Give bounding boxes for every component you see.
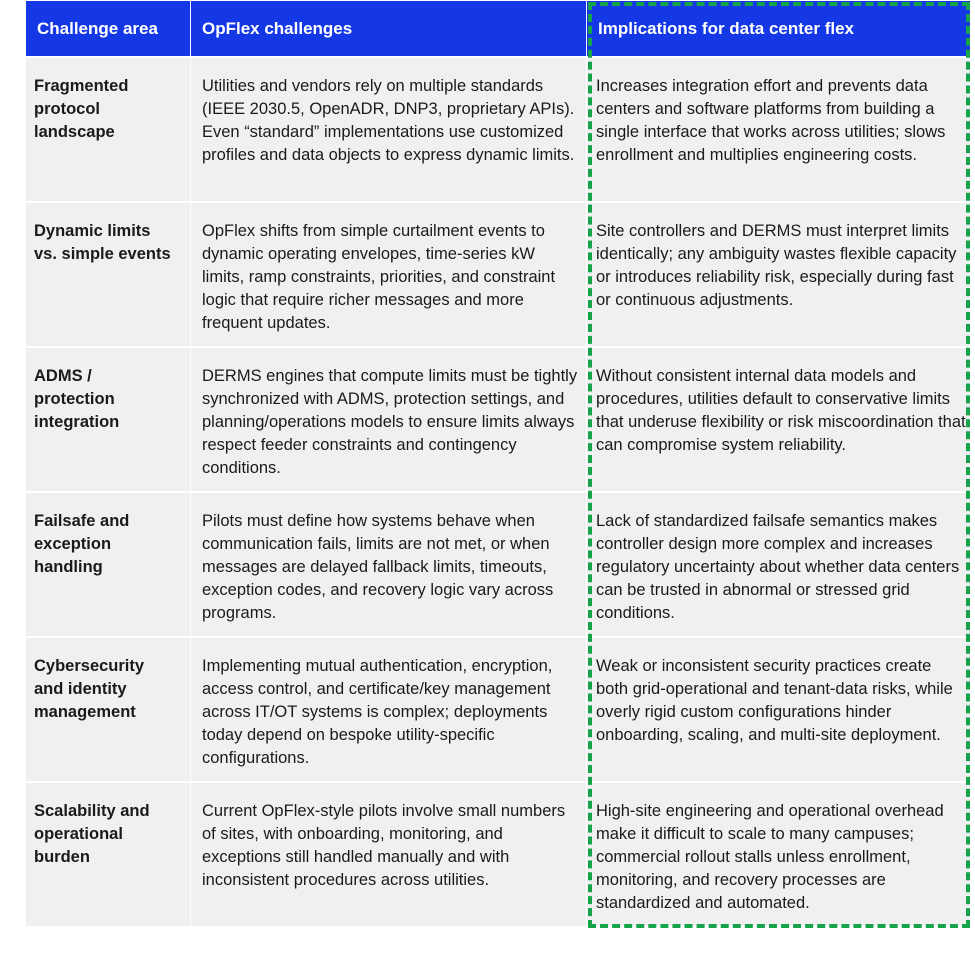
row-5-challenge: Implementing mutual authentication, encryption, access control, and certificate/key management across IT/OT systems is complex; deployments today depend on bespoke utility-specific configurations. <box>191 636 587 781</box>
row-5-area: Cybersecurity and identity management <box>26 636 191 781</box>
row-5-implication: Weak or inconsistent security practices create both grid-operational and tenant-data risks, while overly rigid custom configurations hinder onboarding, scaling, and multi-site deployment. <box>587 636 970 781</box>
row-2-implication: Site controllers and DERMS must interpret limits identically; any ambiguity wastes flexible capacity or introduces reliability risk, especially during fast or continuous adjustments. <box>587 201 970 346</box>
row-4-area: Failsafe and exception handling <box>26 491 191 636</box>
row-4-challenge: Pilots must define how systems behave when communication fails, limits are not met, or when messages are delayed fallback limits, timeouts, exception codes, and recovery logic vary across programs. <box>191 491 587 636</box>
row-1-area: Fragmented protocol landscape <box>26 56 191 201</box>
row-2-challenge: OpFlex shifts from simple curtailment events to dynamic operating envelopes, time-series kW limits, ramp constraints, priorities, and constraint logic that require richer messages and more frequent updates. <box>191 201 587 346</box>
row-1-implication: Increases integration effort and prevents data centers and software platforms from building a single interface that works across utilities; slows enrollment and multiplies engineering costs. <box>587 56 970 201</box>
row-6-implication: High-site engineering and operational overhead make it difficult to scale to many campuses; commercial rollout stalls unless enrollment, monitoring, and recovery processes are standardized and automated. <box>587 781 970 926</box>
header-implications: Implications for data center flex <box>587 1 970 56</box>
row-4-implication: Lack of standardized failsafe semantics makes controller design more complex and increases regulatory uncertainty about whether data centers can be trusted in abnormal or stressed grid conditions. <box>587 491 970 636</box>
challenges-table <box>26 1 970 926</box>
row-3-area: ADMS / protection integration <box>26 346 191 491</box>
row-6-challenge: Current OpFlex-style pilots involve small numbers of sites, with onboarding, monitoring, and exceptions still handled manually and with inconsistent procedures across utilities. <box>191 781 587 926</box>
header-challenge-area: Challenge area <box>26 1 191 56</box>
row-6-area: Scalability and operational burden <box>26 781 191 926</box>
header-opflex-challenges: OpFlex challenges <box>191 1 587 56</box>
row-3-challenge: DERMS engines that compute limits must be tightly synchronized with ADMS, protection settings, and planning/operations models to ensure limits always respect feeder constraints and contingency conditions. <box>191 346 587 491</box>
row-3-implication: Without consistent internal data models and procedures, utilities default to conservative limits that underuse flexibility or risk miscoordination that can compromise system reliability. <box>587 346 970 491</box>
row-2-area: Dynamic limits vs. simple events <box>26 201 191 346</box>
row-1-challenge: Utilities and vendors rely on multiple standards (IEEE 2030.5, OpenADR, DNP3, proprietary APIs). Even “standard” implementations use customized profiles and data objects to express dynamic limits. <box>191 56 587 201</box>
